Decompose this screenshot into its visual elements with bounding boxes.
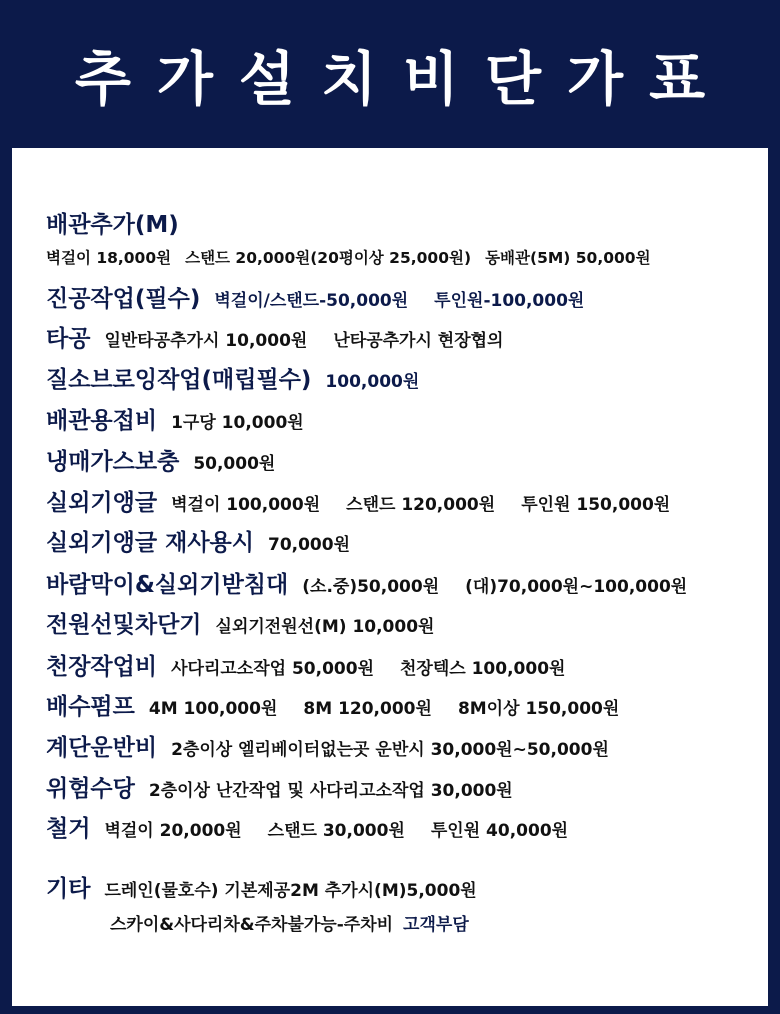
row-value: (대)70,000원~100,000원 — [465, 577, 688, 597]
row-value: 투인원 150,000원 — [521, 495, 671, 515]
row-value: 70,000원 — [267, 535, 351, 555]
row-value: 8M이상 150,000원 — [457, 699, 620, 719]
row-label: 천장작업비 — [46, 654, 158, 680]
row-label: 철거 — [46, 816, 91, 842]
row-value: (소.중)50,000원 — [302, 577, 440, 597]
row-value: 스탠드 30,000원 — [267, 821, 405, 841]
row-value: 스탠드 120,000원 — [346, 495, 496, 515]
row-value: 100,000원 — [325, 372, 420, 392]
row-value: 난타공추가시 현장협의 — [333, 331, 504, 351]
row-value: 벽걸이 20,000원 — [104, 821, 242, 841]
row-removal — [46, 810, 758, 843]
row-value: 실외기전원선(M) 10,000원 — [215, 617, 435, 637]
row-power-cable-breaker — [46, 606, 758, 639]
row-label: 계단운반비 — [46, 735, 158, 761]
row-ceiling-work — [46, 648, 758, 681]
row-value: 천장텍스 100,000원 — [400, 659, 566, 679]
row-label: 배관용접비 — [46, 408, 158, 434]
row-vacuum-work — [46, 280, 758, 313]
row-other-note — [110, 910, 758, 935]
row-value: 벽걸이/스탠드-50,000원 — [214, 291, 409, 311]
row-value: 1구당 10,000원 — [171, 413, 304, 433]
row-value: 2층이상 엘리베이터없는곳 운반시 30,000원~50,000원 — [171, 740, 609, 760]
row-label: 위험수당 — [46, 776, 135, 802]
row-windshield-stand — [46, 566, 758, 599]
row-pipe-welding — [46, 402, 758, 435]
row-value: 동배관(5M) 50,000원 — [485, 249, 651, 267]
row-label: 바람막이&실외기받침대 — [46, 572, 289, 598]
row-label: 타공 — [46, 326, 91, 352]
row-value: 4M 100,000원 — [148, 699, 278, 719]
row-value: 8M 120,000원 — [303, 699, 432, 719]
row-refrigerant-charge — [46, 443, 758, 476]
row-label: 실외기앵글 — [46, 490, 158, 516]
row-outdoor-bracket-reuse — [46, 524, 758, 557]
row-pipe-extension — [46, 206, 758, 239]
row-value: 드레인(물호수) 기본제공2M 추가시(M)5,000원 — [104, 881, 477, 901]
row-value: 벽걸이 100,000원 — [171, 495, 321, 515]
price-list-panel — [12, 148, 768, 1006]
row-value: 사다리고소작업 50,000원 — [171, 659, 374, 679]
header-banner — [0, 0, 780, 148]
page-title: 추가설치비단가표 — [74, 45, 732, 113]
row-hazard-pay — [46, 770, 758, 803]
customer-charge-note: 고객부담 — [403, 915, 469, 935]
row-label: 전원선및차단기 — [46, 612, 202, 638]
row-label: 배수펌프 — [46, 694, 135, 720]
row-label: 냉매가스보충 — [46, 449, 180, 475]
row-label: 배관추가(M) — [46, 212, 179, 238]
row-drilling — [46, 320, 758, 353]
row-value: 스탠드 20,000원(20평이상 25,000원) — [185, 249, 472, 267]
row-label: 기타 — [46, 876, 91, 902]
row-value: 2층이상 난간작업 및 사다리고소작업 30,000원 — [148, 781, 513, 801]
row-outdoor-bracket — [46, 484, 758, 517]
row-value: 일반타공추가시 10,000원 — [104, 331, 308, 351]
row-label: 질소브로잉작업(매립필수) — [46, 367, 312, 393]
row-other — [46, 870, 758, 903]
row-value: 스카이&사다리차&주차불가능-주차비 — [110, 915, 394, 935]
row-value: 투인원 40,000원 — [430, 821, 569, 841]
row-value: 투인원-100,000원 — [434, 291, 585, 311]
row-value: 50,000원 — [193, 454, 276, 474]
row-drain-pump — [46, 688, 758, 721]
row-label: 진공작업(필수) — [46, 286, 201, 312]
row-label: 실외기앵글 재사용시 — [46, 530, 254, 556]
row-stair-carry — [46, 729, 758, 762]
row-value: 벽걸이 18,000원 — [46, 249, 172, 267]
row-pipe-extension-prices — [46, 246, 758, 268]
row-nitrogen-blowing — [46, 361, 758, 394]
